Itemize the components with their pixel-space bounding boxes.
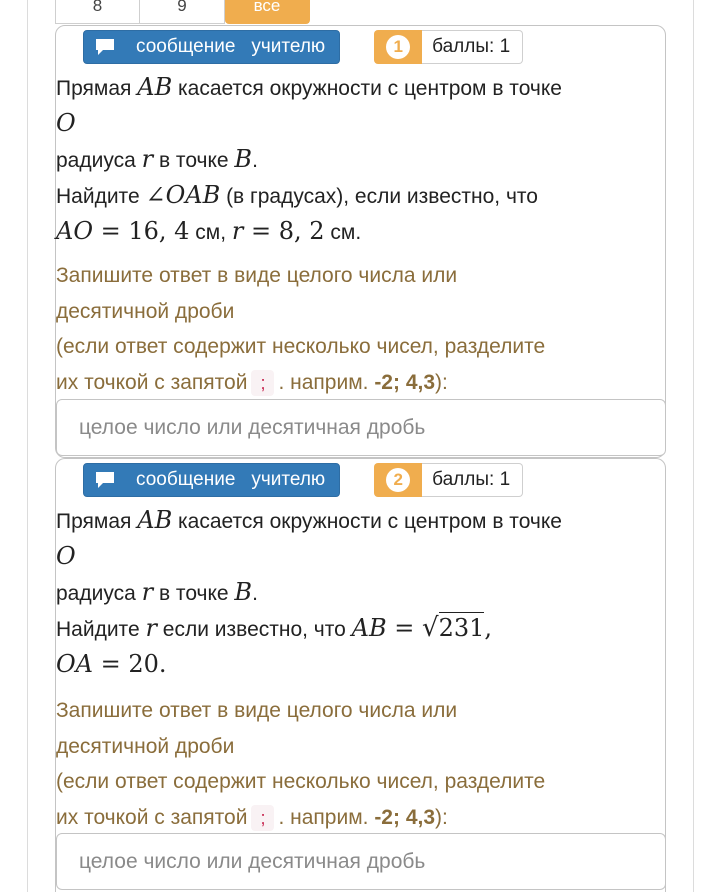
task-number: 1 (386, 35, 410, 59)
page-button-all[interactable]: все (225, 0, 310, 24)
math-ab: AB (137, 506, 173, 534)
page-button-8[interactable]: 8 (55, 0, 140, 24)
task-statement: Прямая AB касается окружности с центром в точке O радиуса r в точке B. Найдите r если известно, что AB = √231, OA = 20. (56, 506, 562, 678)
pagination (55, 0, 310, 25)
answer-instruction: Запишите ответ в виде целого числа или десятичной дроби (если ответ содержит несколько чисел, разделите их точкой с запятой ; . наприм. -2; 4,3): (56, 264, 546, 394)
separator-code: ; (251, 370, 274, 396)
task-number-badge (374, 463, 422, 497)
message-teacher-button[interactable] (83, 463, 340, 497)
answer-input[interactable] (56, 399, 666, 456)
math-o: O (56, 109, 76, 137)
answer-instruction: Запишите ответ в виде целого числа или десятичной дроби (если ответ содержит несколько чисел, разделите их точкой с запятой ; . наприм. -2; 4,3): (56, 699, 546, 829)
math-sqrt: √231 (422, 613, 485, 643)
points-label: баллы: 1 (422, 30, 523, 64)
page-button-9[interactable]: 9 (140, 0, 225, 24)
chat-bubble-icon (94, 470, 116, 490)
task-number: 2 (386, 468, 410, 492)
task-header (83, 462, 523, 497)
message-label-2: учителю (251, 35, 326, 57)
math-ab: AB (137, 73, 173, 101)
example-text: -2; 4,3 (374, 805, 436, 829)
separator-code: ; (251, 805, 274, 831)
message-teacher-button[interactable] (83, 30, 340, 64)
sqrt-icon: √ (422, 613, 439, 643)
message-label-2: учителю (251, 468, 326, 490)
message-label-1: сообщение (136, 468, 236, 490)
answer-input[interactable] (56, 833, 666, 890)
example-text: -2; 4,3 (374, 370, 436, 394)
message-label-1: сообщение (136, 35, 236, 57)
chat-bubble-icon (94, 37, 116, 57)
task-card-1 (55, 25, 666, 458)
task-number-badge (374, 30, 422, 64)
task-statement: Прямая AB касается окружности с центром в точке O радиуса r в точке B. Найдите ∠OAB (в градусах), если известно, что AO = 16, 4 см, r = 8, 2 см. (56, 73, 562, 245)
task-card-2 (55, 458, 666, 892)
task-header (83, 29, 523, 64)
points-label: баллы: 1 (422, 463, 523, 497)
math-angle: ∠OAB (145, 181, 221, 209)
math-o: O (56, 542, 76, 570)
